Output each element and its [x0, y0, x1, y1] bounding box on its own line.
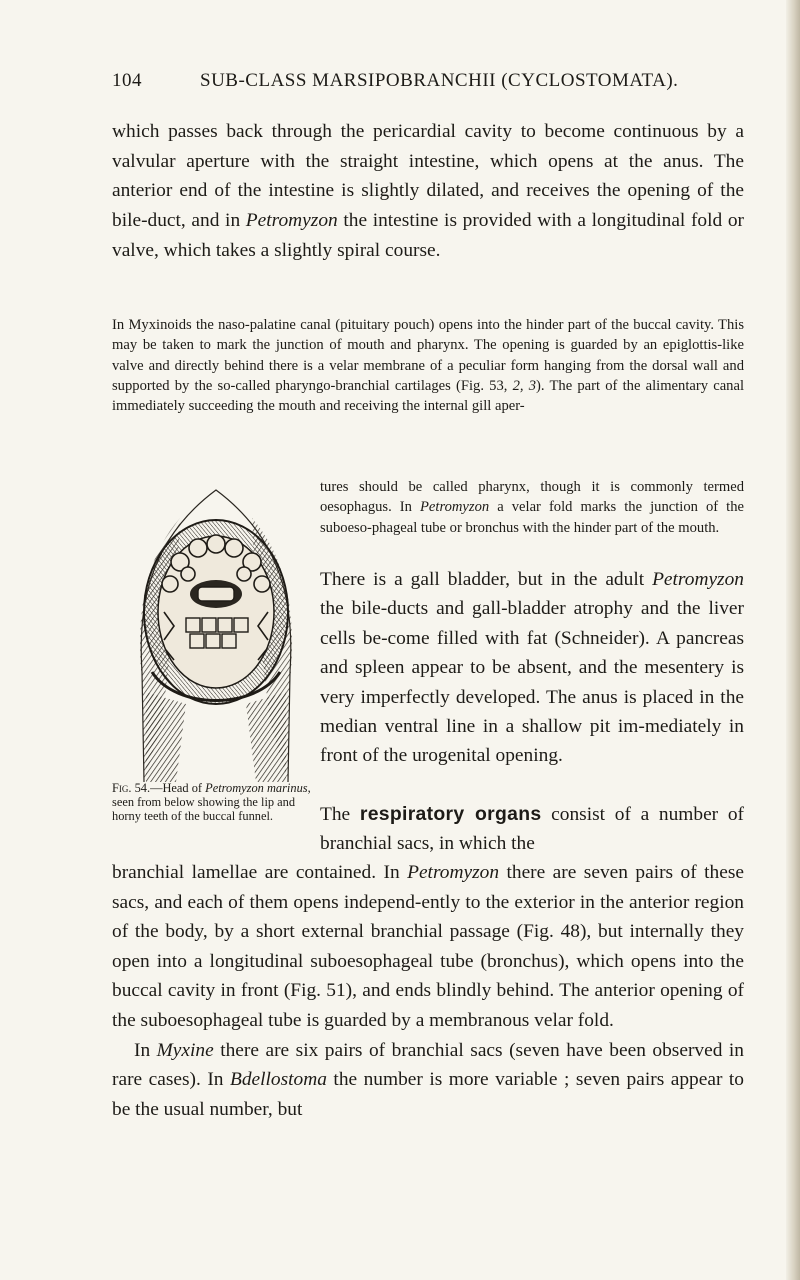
running-title: SUB-CLASS MARSIPOBRANCHII (CYCLOSTOMATA). — [200, 70, 679, 91]
genus-name: Petromyzon — [652, 569, 744, 590]
caption-text: —Head of — [150, 781, 206, 795]
text-run: there are seven pairs of these sacs, and each of them opens independ-ently to the exterior in the anterior region of the body, by a short external branchial passage (Fig. 48), but internally they open into a longitudinal suboesophageal tube (bronchus), which opens into the buccal cavity in front (Fig. 51), and ends blindly behind. The anterior opening of the suboesophageal tube is guarded by a membranous velar fold. — [112, 862, 744, 1031]
text-run: there are six pairs of branchial sacs (seven have been observed in rare cases). In — [112, 1039, 744, 1091]
text-run: branchial lamellae are contained. In — [112, 862, 408, 883]
text-run: ). The part of the alimentary canal immediately succeeding the mouth and receiving the internal gill aper- — [112, 377, 744, 415]
genus-name: Bdellostoma — [229, 1069, 327, 1091]
paragraph-respiratory-continued — [112, 858, 744, 1036]
small-print-paragraph — [112, 315, 744, 416]
small-print-paragraph-continued — [320, 477, 744, 538]
lamprey-head-illustration — [116, 482, 316, 797]
genus-name: Petromyzon — [420, 499, 490, 516]
text-run: the number is more variable ; seven pairs appear to be the usual number, but — [112, 1069, 744, 1120]
text-run: The — [320, 804, 360, 825]
paragraph-respiratory-start — [320, 800, 744, 859]
running-header — [66, 70, 746, 96]
text-run: consist of a number of branchial sacs, in which the — [320, 804, 745, 855]
text-run: In Myxinoids the naso-palatine canal (pituitary pouch) opens into the hinder part of the buccal cavity. This may be taken to mark the junction of mouth and pharynx. The opening is guarded by an epiglottis-like valve and directly behind there is a velar membrane of a peculiar form hanging from the dorsal wall and supported by the so-called pharyngo-branchial cartilages (Fig. 53, — [112, 317, 744, 394]
lower-left-hatching — [146, 692, 186, 782]
species-name: Petromyzon marinus — [205, 781, 308, 795]
tongue-plate — [198, 587, 234, 601]
lower-right-hatching — [246, 692, 286, 782]
text-run: the intestine is provided with a longitudinal fold or valve, which takes a slightly spiral course. — [112, 210, 744, 261]
genus-name: Petromyzon — [407, 862, 500, 883]
caption-text: , seen from below showing the lip and horny teeth of the buccal funnel. — [112, 781, 311, 823]
figure-reference: 2, 3 — [512, 377, 537, 394]
figure-label: Fig. 54. — [112, 781, 151, 795]
section-keyword: respiratory organs — [359, 803, 542, 825]
text-run: the bile-ducts and gall-bladder atrophy and the liver cells be-come filled with fat (Schneider). A pancreas and spleen appear to be absent, and the mesentery is very imperfectly developed. The anus is placed in the median ventral line in a shallow pit im-mediately in front of the urogenital opening. — [320, 598, 744, 767]
paragraph-gall-bladder — [320, 565, 744, 771]
full-width-text — [112, 858, 744, 1124]
text-run: which passes back through the pericardial cavity to become continuous by a valvular aperture with the straight intestine, which opens at the anus. The anterior end of the intestine is slightly dilated, and receives the opening of the bile-duct, and in — [112, 121, 744, 232]
genus-name: Myxine — [156, 1039, 214, 1061]
text-run: There is a gall bladder, but in the adult — [320, 569, 653, 590]
page-number: 104 — [112, 70, 142, 91]
text-run: a velar fold marks the junction of the suboeso-phageal tube or bronchus with the hinder part of the mouth. — [320, 499, 744, 536]
figure-caption — [112, 782, 320, 823]
paragraph-intestine — [112, 117, 744, 266]
page-edge-shadow — [786, 0, 800, 1280]
text-run: tures should be called pharynx, though it is commonly termed oesophagus. In — [320, 479, 744, 516]
text-run: In — [134, 1039, 157, 1061]
genus-name: Petromyzon — [245, 210, 338, 232]
paragraph-myxine — [112, 1036, 744, 1125]
